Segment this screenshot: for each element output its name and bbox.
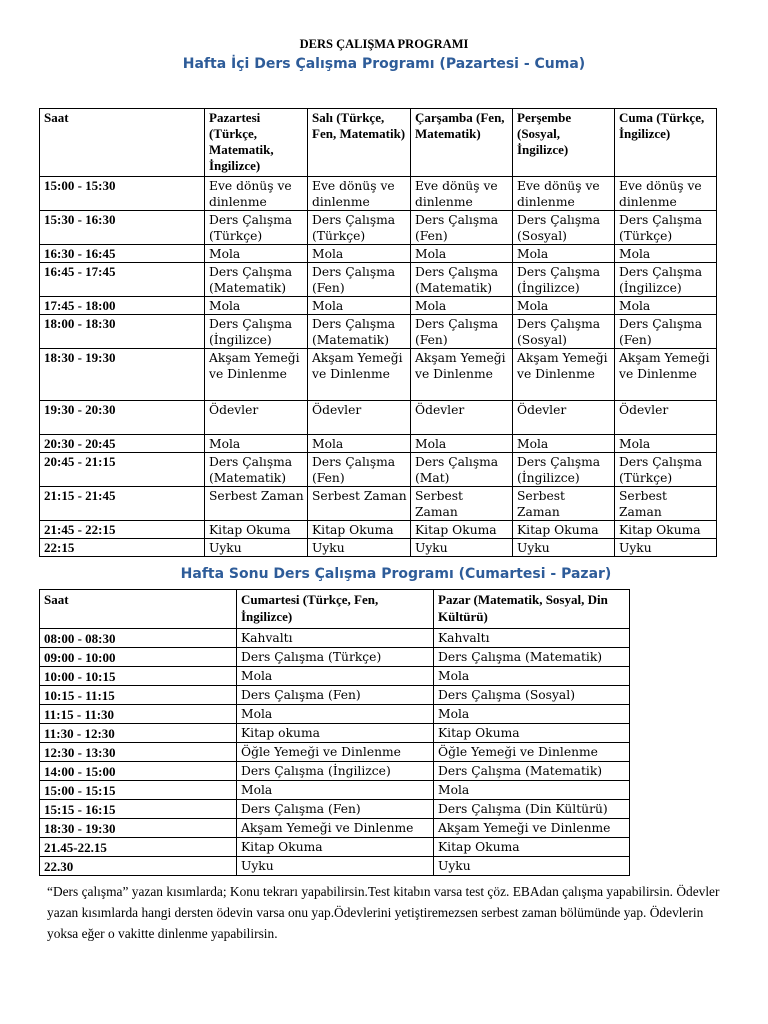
weekend-activity-cell: Mola xyxy=(237,667,434,686)
weekday-activity-cell: Akşam Yemeği ve Dinlenme xyxy=(615,349,717,401)
weekend-row xyxy=(40,762,630,781)
weekend-row xyxy=(40,819,630,838)
weekday-row xyxy=(40,315,717,349)
weekend-activity-cell: Akşam Yemeği ve Dinlenme xyxy=(237,819,434,838)
weekday-activity-cell: Ders Çalışma (Fen) xyxy=(411,315,513,349)
weekend-time-cell: 11:15 - 11:30 xyxy=(40,705,237,724)
weekday-row xyxy=(40,349,717,401)
weekday-activity-cell: Serbest Zaman xyxy=(308,487,411,521)
weekday-row xyxy=(40,435,717,453)
weekend-activity-cell: Ders Çalışma (Matematik) xyxy=(434,648,630,667)
weekend-time-cell: 14:00 - 15:00 xyxy=(40,762,237,781)
weekend-row xyxy=(40,781,630,800)
weekend-time-cell: 18:30 - 19:30 xyxy=(40,819,237,838)
weekday-column-header: Salı (Türkçe, Fen, Matematik) xyxy=(308,109,411,177)
weekday-activity-cell: Ödevler xyxy=(513,401,615,435)
weekend-activity-cell: Öğle Yemeği ve Dinlenme xyxy=(434,743,630,762)
weekend-activity-cell: Ders Çalışma (İngilizce) xyxy=(237,762,434,781)
weekday-activity-cell: Ders Çalışma (İngilizce) xyxy=(615,263,717,297)
weekday-activity-cell: Serbest Zaman xyxy=(615,487,717,521)
weekend-activity-cell: Mola xyxy=(434,705,630,724)
weekday-row xyxy=(40,177,717,211)
weekday-activity-cell: Ders Çalışma (Fen) xyxy=(411,211,513,245)
weekend-row xyxy=(40,629,630,648)
weekday-activity-cell: Ödevler xyxy=(205,401,308,435)
weekday-row xyxy=(40,245,717,263)
weekday-activity-cell: Ders Çalışma (Sosyal) xyxy=(513,315,615,349)
weekend-activity-cell: Ders Çalışma (Matematik) xyxy=(434,762,630,781)
weekday-activity-cell: Kitap Okuma xyxy=(513,521,615,539)
weekend-time-cell: 15:00 - 15:15 xyxy=(40,781,237,800)
weekday-activity-cell: Ders Çalışma (Mat) xyxy=(411,453,513,487)
weekday-time-cell: 16:30 - 16:45 xyxy=(40,245,205,263)
weekday-activity-cell: Mola xyxy=(615,297,717,315)
weekday-time-cell: 19:30 - 20:30 xyxy=(40,401,205,435)
weekend-activity-cell: Kitap okuma xyxy=(237,724,434,743)
weekday-activity-cell: Akşam Yemeği ve Dinlenme xyxy=(411,349,513,401)
weekend-activity-cell: Ders Çalışma (Türkçe) xyxy=(237,648,434,667)
weekday-activity-cell: Mola xyxy=(205,435,308,453)
weekday-activity-cell: Ders Çalışma (Fen) xyxy=(615,315,717,349)
weekday-activity-cell: Kitap Okuma xyxy=(615,521,717,539)
weekday-time-cell: 16:45 - 17:45 xyxy=(40,263,205,297)
weekday-activity-cell: Ders Çalışma (Türkçe) xyxy=(308,211,411,245)
weekday-activity-cell: Akşam Yemeği ve Dinlenme xyxy=(308,349,411,401)
weekend-row xyxy=(40,857,630,876)
weekday-column-header: Cuma (Türkçe, İngilizce) xyxy=(615,109,717,177)
weekend-activity-cell: Ders Çalışma (Fen) xyxy=(237,686,434,705)
weekday-activity-cell: Ders Çalışma (İngilizce) xyxy=(513,263,615,297)
weekday-activity-cell: Kitap Okuma xyxy=(308,521,411,539)
weekday-activity-cell: Ders Çalışma (Türkçe) xyxy=(205,211,308,245)
weekday-activity-cell: Uyku xyxy=(205,539,308,557)
weekend-time-cell: 15:15 - 16:15 xyxy=(40,800,237,819)
weekday-activity-cell: Eve dönüş ve dinlenme xyxy=(615,177,717,211)
weekday-activity-cell: Akşam Yemeği ve Dinlenme xyxy=(205,349,308,401)
weekend-time-cell: 21.45-22.15 xyxy=(40,838,237,857)
weekday-row xyxy=(40,401,717,435)
weekend-activity-cell: Mola xyxy=(237,705,434,724)
weekday-activity-cell: Eve dönüş ve dinlenme xyxy=(411,177,513,211)
weekday-column-header: Saat xyxy=(40,109,205,177)
weekday-column-header: Perşembe (Sosyal, İngilizce) xyxy=(513,109,615,177)
weekday-time-cell: 20:30 - 20:45 xyxy=(40,435,205,453)
weekend-heading: Hafta Sonu Ders Çalışma Programı (Cumartesi - Pazar) xyxy=(180,566,612,582)
weekday-activity-cell: Serbest Zaman xyxy=(411,487,513,521)
weekday-time-cell: 21:15 - 21:45 xyxy=(40,487,205,521)
weekend-activity-cell: Kitap Okuma xyxy=(237,838,434,857)
weekday-row xyxy=(40,539,717,557)
weekday-activity-cell: Uyku xyxy=(615,539,717,557)
weekday-activity-cell: Ödevler xyxy=(411,401,513,435)
weekday-time-cell: 17:45 - 18:00 xyxy=(40,297,205,315)
weekday-activity-cell: Ders Çalışma (Fen) xyxy=(308,263,411,297)
weekday-activity-cell: Ders Çalışma (Matematik) xyxy=(411,263,513,297)
weekday-table xyxy=(39,108,717,557)
weekend-header-row xyxy=(40,590,630,629)
weekday-activity-cell: Ders Çalışma (Türkçe) xyxy=(615,211,717,245)
weekday-activity-cell: Eve dönüş ve dinlenme xyxy=(205,177,308,211)
weekday-activity-cell: Mola xyxy=(513,297,615,315)
weekend-time-cell: 09:00 - 10:00 xyxy=(40,648,237,667)
weekday-heading: Hafta İçi Ders Çalışma Programı (Pazartesi - Cuma) xyxy=(182,56,586,72)
weekday-activity-cell: Ders Çalışma (Fen) xyxy=(308,453,411,487)
weekday-row xyxy=(40,521,717,539)
weekday-time-cell: 21:45 - 22:15 xyxy=(40,521,205,539)
weekday-time-cell: 20:45 - 21:15 xyxy=(40,453,205,487)
weekend-table xyxy=(39,589,630,876)
weekday-activity-cell: Ders Çalışma (İngilizce) xyxy=(513,453,615,487)
weekend-row xyxy=(40,667,630,686)
weekday-activity-cell: Mola xyxy=(411,297,513,315)
weekday-activity-cell: Eve dönüş ve dinlenme xyxy=(308,177,411,211)
weekend-time-cell: 10:00 - 10:15 xyxy=(40,667,237,686)
weekday-activity-cell: Ders Çalışma (Matematik) xyxy=(205,453,308,487)
weekday-column-header: Pazartesi (Türkçe, Matematik, İngilizce) xyxy=(205,109,308,177)
weekday-row xyxy=(40,263,717,297)
weekday-activity-cell: Mola xyxy=(411,435,513,453)
weekday-activity-cell: Kitap Okuma xyxy=(411,521,513,539)
weekday-activity-cell: Mola xyxy=(205,297,308,315)
weekend-activity-cell: Uyku xyxy=(434,857,630,876)
weekday-activity-cell: Akşam Yemeği ve Dinlenme xyxy=(513,349,615,401)
weekend-row xyxy=(40,705,630,724)
weekend-activity-cell: Ders Çalışma (Din Kültürü) xyxy=(434,800,630,819)
weekend-activity-cell: Ders Çalışma (Fen) xyxy=(237,800,434,819)
weekday-row xyxy=(40,211,717,245)
weekday-activity-cell: Ödevler xyxy=(615,401,717,435)
weekend-column-header: Cumartesi (Türkçe, Fen, İngilizce) xyxy=(237,590,434,629)
weekday-column-header: Çarşamba (Fen, Matematik) xyxy=(411,109,513,177)
weekday-activity-cell: Mola xyxy=(308,297,411,315)
weekday-activity-cell: Uyku xyxy=(308,539,411,557)
weekday-row xyxy=(40,487,717,521)
weekday-row xyxy=(40,453,717,487)
weekday-activity-cell: Mola xyxy=(615,435,717,453)
weekday-activity-cell: Serbest Zaman xyxy=(513,487,615,521)
weekday-activity-cell: Ders Çalışma (Türkçe) xyxy=(615,453,717,487)
page-title: DERS ÇALIŞMA PROGRAMI xyxy=(299,37,469,51)
weekend-time-cell: 12:30 - 13:30 xyxy=(40,743,237,762)
weekday-activity-cell: Mola xyxy=(205,245,308,263)
weekday-activity-cell: Ders Çalışma (Matematik) xyxy=(308,315,411,349)
weekend-activity-cell: Kahvaltı xyxy=(434,629,630,648)
weekend-activity-cell: Kitap Okuma xyxy=(434,724,630,743)
weekday-activity-cell: Ders Çalışma (Sosyal) xyxy=(513,211,615,245)
weekday-activity-cell: Uyku xyxy=(411,539,513,557)
weekday-activity-cell: Ödevler xyxy=(308,401,411,435)
weekend-activity-cell: Kahvaltı xyxy=(237,629,434,648)
weekend-column-header: Pazar (Matematik, Sosyal, Din Kültürü) xyxy=(434,590,630,629)
weekend-activity-cell: Mola xyxy=(237,781,434,800)
weekend-activity-cell: Mola xyxy=(434,781,630,800)
weekend-time-cell: 10:15 - 11:15 xyxy=(40,686,237,705)
weekday-time-cell: 18:00 - 18:30 xyxy=(40,315,205,349)
weekday-activity-cell: Kitap Okuma xyxy=(205,521,308,539)
weekday-activity-cell: Mola xyxy=(513,245,615,263)
weekday-activity-cell: Ders Çalışma (Matematik) xyxy=(205,263,308,297)
weekend-row xyxy=(40,686,630,705)
weekend-activity-cell: Uyku xyxy=(237,857,434,876)
weekend-row xyxy=(40,800,630,819)
weekend-row xyxy=(40,648,630,667)
weekend-row xyxy=(40,838,630,857)
weekend-time-cell: 08:00 - 08:30 xyxy=(40,629,237,648)
weekend-activity-cell: Kitap Okuma xyxy=(434,838,630,857)
weekend-activity-cell: Ders Çalışma (Sosyal) xyxy=(434,686,630,705)
weekend-activity-cell: Mola xyxy=(434,667,630,686)
weekday-time-cell: 15:00 - 15:30 xyxy=(40,177,205,211)
weekday-activity-cell: Eve dönüş ve dinlenme xyxy=(513,177,615,211)
weekday-header-row xyxy=(40,109,717,177)
weekday-activity-cell: Serbest Zaman xyxy=(205,487,308,521)
weekday-activity-cell: Ders Çalışma (İngilizce) xyxy=(205,315,308,349)
footnote: “Ders çalışma” yazan kısımlarda; Konu tekrarı yapabilirsin.Test kitabın varsa test çöz. EBAdan çalışma yapabilirsin. Ödevler yazan kısımlarda hangi dersten ödevin varsa onu yap.Ödevlerini yetiştiremezsen serbest zaman bölümünde yap. Ödevlerin yoksa eğer o vakitte dinlenme yapabilirsin. xyxy=(47,884,720,941)
weekday-time-cell: 15:30 - 16:30 xyxy=(40,211,205,245)
weekend-time-cell: 22.30 xyxy=(40,857,237,876)
weekday-row xyxy=(40,297,717,315)
weekend-row xyxy=(40,724,630,743)
weekday-activity-cell: Mola xyxy=(308,245,411,263)
weekday-activity-cell: Mola xyxy=(411,245,513,263)
weekday-activity-cell: Mola xyxy=(615,245,717,263)
weekday-activity-cell: Uyku xyxy=(513,539,615,557)
weekend-row xyxy=(40,743,630,762)
weekend-time-cell: 11:30 - 12:30 xyxy=(40,724,237,743)
weekday-activity-cell: Mola xyxy=(513,435,615,453)
weekend-activity-cell: Akşam Yemeği ve Dinlenme xyxy=(434,819,630,838)
weekend-activity-cell: Öğle Yemeği ve Dinlenme xyxy=(237,743,434,762)
weekday-time-cell: 22:15 xyxy=(40,539,205,557)
weekend-column-header: Saat xyxy=(40,590,237,629)
weekday-time-cell: 18:30 - 19:30 xyxy=(40,349,205,401)
weekday-activity-cell: Mola xyxy=(308,435,411,453)
